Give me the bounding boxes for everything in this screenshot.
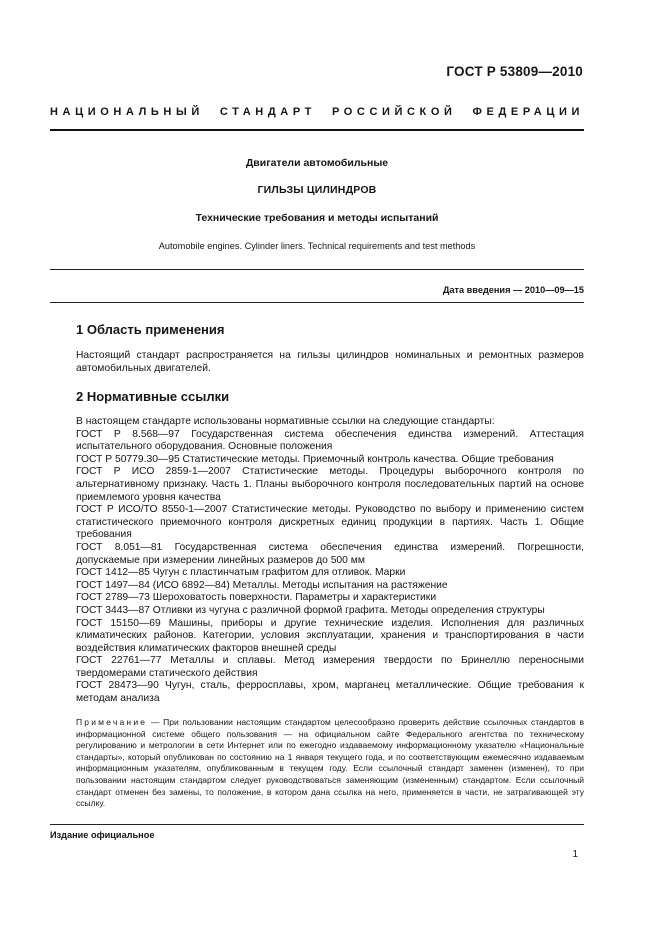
scope-paragraph: Настоящий стандарт распространяется на гильзы цилиндров номинальных и ремонтных размеров автомобильных двигателей. (76, 350, 584, 374)
reference-item: ГОСТ 22761—77 Металлы и сплавы. Метод измерения твердости по Бринеллю переносными твердомерами статического действия (76, 655, 584, 679)
note-block (76, 717, 584, 810)
header-rule (50, 129, 584, 131)
title-sub: Технические требования и методы испытаний (195, 212, 439, 224)
reference-item: ГОСТ 15150—69 Машины, приборы и другие технические изделия. Исполнения для различных климатических районов. Категории, условия эксплуатации, хранения и транспортирования в части воздействия климатических факторов внешней среды (76, 617, 584, 654)
section-1-text (76, 350, 584, 375)
normative-references (76, 416, 584, 706)
page-number: 1 (572, 849, 578, 860)
title-subject: Двигатели автомобильные (245, 157, 389, 169)
references-intro: В настоящем стандарте использованы нормативные ссылки на следующие стандарты: (76, 416, 495, 427)
reference-item: ГОСТ Р 8.568—97 Государственная система обеспечения единства измерений. Аттестация испытательного оборудования. Основные положения (76, 428, 584, 453)
reference-item: ГОСТ 2789—73 Шероховатость поверхности. Параметры и характеристики (76, 592, 437, 604)
footer-rule (50, 824, 584, 825)
title-rule-bottom (50, 302, 584, 303)
title-rule-top (50, 269, 584, 270)
section-1-heading: 1 Область применения (76, 322, 225, 337)
reference-item: ГОСТ 3443—87 Отливки из чугуна с различной формой графита. Методы определения структуры (76, 604, 545, 616)
note-label: Примечание (76, 717, 148, 727)
gost-number: ГОСТ Р 53809—2010 (446, 64, 583, 79)
reference-item: ГОСТ 1497—84 (ИСО 6892—84) Металлы. Методы испытания на растяжение (76, 579, 448, 591)
section-2-heading: 2 Нормативные ссылки (76, 389, 230, 404)
title-main: ГИЛЬЗЫ ЦИЛИНДРОВ (257, 184, 377, 196)
reference-item: ГОСТ Р ИСО/ТО 8550-1—2007 Статистические методы. Руководство по выбору и применению систем статистического приемочного контроля дискретных единиц продукции в партиях. Часть 1. Общие требования (76, 504, 584, 541)
reference-item: ГОСТ 28473—90 Чугун, сталь, ферросплавы, хром, марганец металлические. Общие требования к методам анализа (76, 680, 584, 705)
reference-item: ГОСТ 1412—85 Чугун с пластинчатым графитом для отливок. Марки (76, 567, 406, 579)
note-text: — При пользовании настоящим стандартом целесообразно проверить действие ссылочных стандартов в информационной системе общего пользования — на официальном сайте Федерального агентства по техническому регулированию и метрологии в сети Интернет или по ежегодно издаваемому информационному указателю «Национальные стандарты», который опубликован по состоянию на 1 января текущего года, и по соответствующим ежемесячно издаваемым информационным указателям, опубликованным в текущем году. Если ссылочный стандарт заменен (изменен), то при пользовании настоящим стандартом следует руководствоваться заменяющим (измененным) стандартом. Если ссылочный стандарт отменен без замены, то положение, в котором дана ссылка на него, применяется в части, не затрагивающей эту ссылку. (76, 717, 584, 809)
reference-item: ГОСТ Р ИСО 2859-1—2007 Статистические методы. Процедуры выборочного контроля по альтернативному признаку. Часть 1. Планы выборочного контроля последовательных партий на основе приемлемого уровня качества (76, 466, 584, 503)
reference-item: ГОСТ Р 50779.30—95 Статистические методы. Приемочный контроль качества. Общие требования (76, 453, 554, 465)
national-standard-banner: НАЦИОНАЛЬНЫЙ СТАНДАРТ РОССИЙСКОЙ ФЕДЕРАЦИИ (50, 106, 584, 118)
title-english: Automobile engines. Cylinder liners. Technical requirements and test methods (158, 241, 476, 251)
introduction-date: Дата введения — 2010—09—15 (442, 285, 584, 295)
reference-item: ГОСТ 8.051—81 Государственная система обеспечения единства измерений. Погрешности, допускаемые при измерении линейных размеров до 500 мм (76, 541, 584, 566)
official-edition-label: Издание официальное (50, 830, 155, 840)
